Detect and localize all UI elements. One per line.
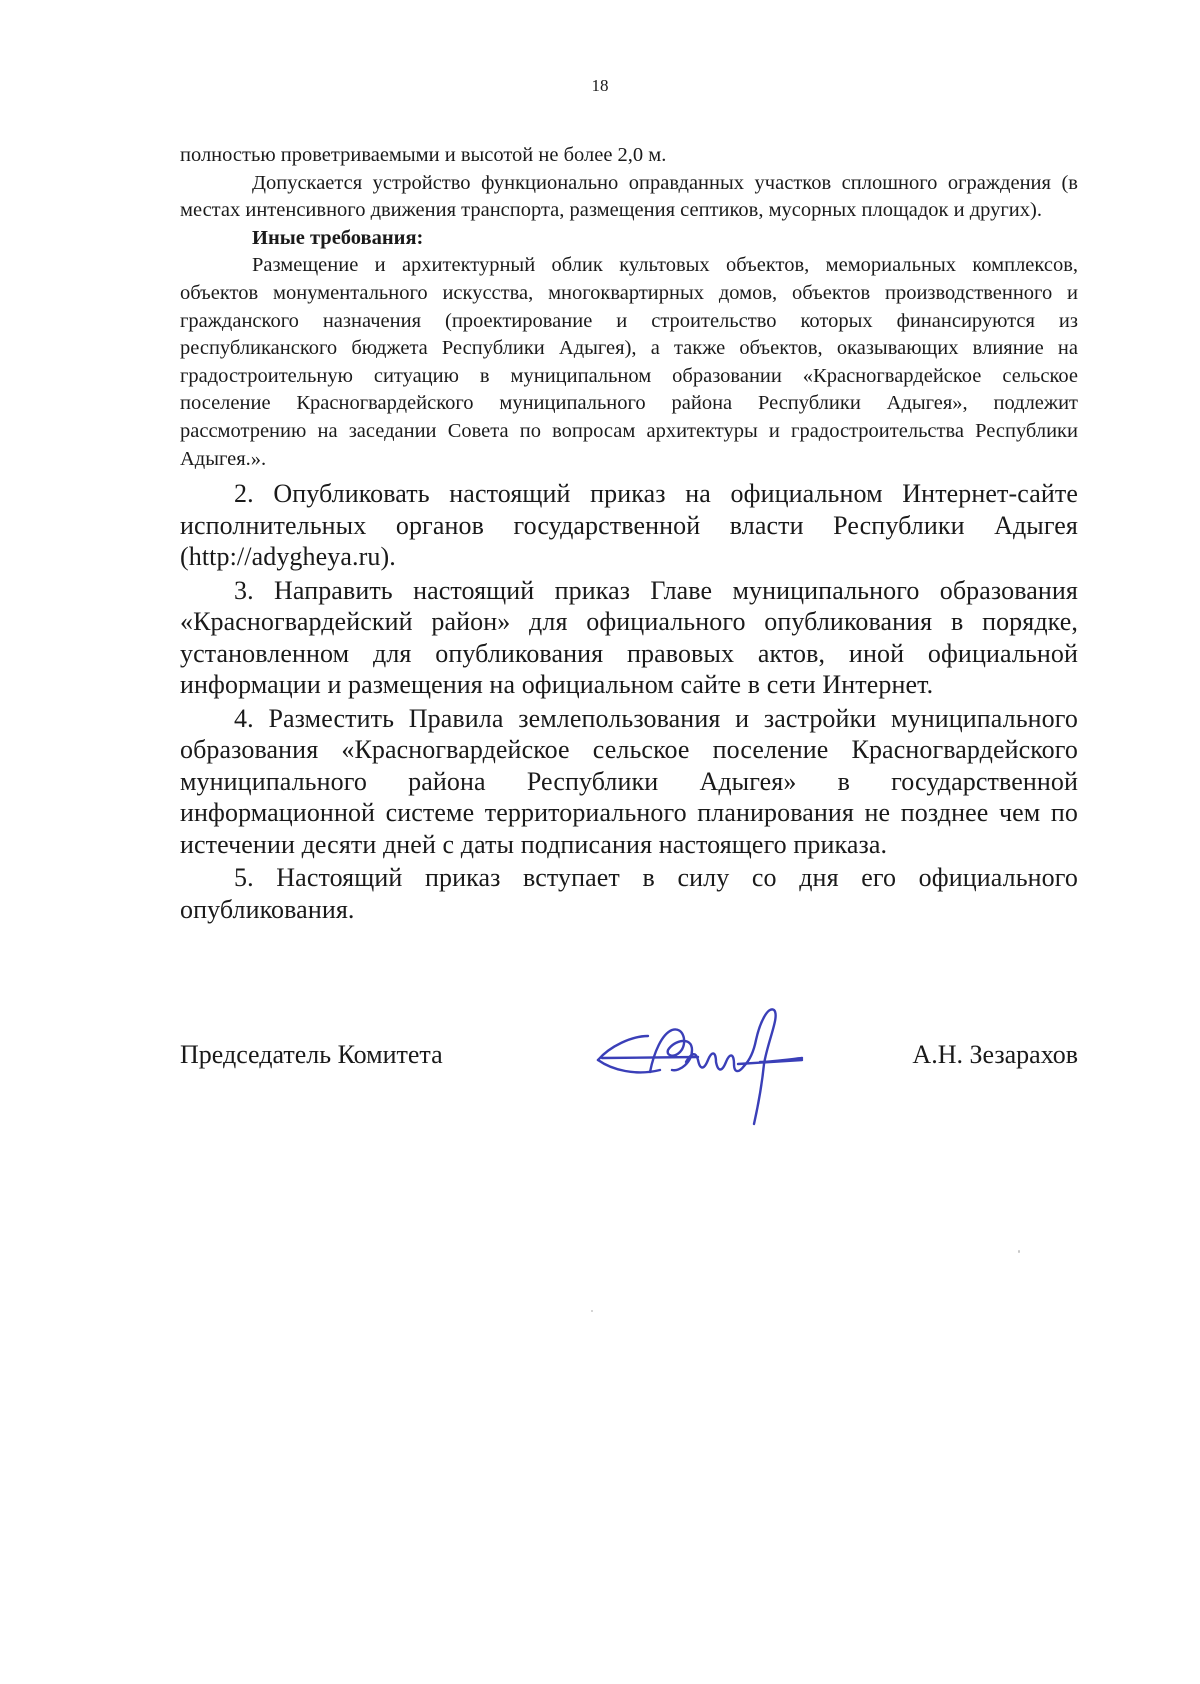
scan-speck: [591, 1310, 593, 1312]
page-number: 18: [591, 76, 609, 95]
paragraph-solid-fencing: Допускается устройство функционально оправданных участков сплошного ограждения (в местах интенсивного движения транспорта, размещения септиков, мусорных площадок и других).: [180, 171, 1078, 222]
signatory-title: Председатель Комитета: [180, 1040, 443, 1069]
handwritten-signature: [588, 1000, 818, 1130]
other-requirements-heading: Иные требования:: [252, 226, 424, 249]
numbered-item-4: 4. Разместить Правила землепользования и застройки муниципального образования «Красногвардейское сельское поселение Красногвардейского муниципального района Республики Адыгея» в государственной информационной системе территориального планирования не позднее чем по истечении десяти дней с даты подписания настоящего приказа.: [180, 703, 1078, 859]
numbered-item-5: 5. Настоящий приказ вступает в силу со дня его официального опубликования.: [180, 863, 1078, 924]
numbered-item-2: 2. Опубликовать настоящий приказ на официальном Интернет-сайте исполнительных органов государственной власти Республики Адыгея (http://adygheya.ru).: [180, 479, 1078, 572]
document-body: [180, 142, 1078, 925]
signatory-name: А.Н. Зезарахов: [912, 1040, 1078, 1069]
other-requirements-paragraph: Размещение и архитектурный облик культовых объектов, мемориальных комплексов, объектов монументального искусства, многоквартирных домов, объектов производственного и гражданского назначения (проектирование и строительство которых финансируются из республиканского бюджета Республики Адыгея), а также объектов, оказывающих влияние на градостроительную ситуацию в муниципальном образовании «Красногвардейское сельское поселение Красногвардейского муниципального района Республики Адыгея», подлежит рассмотрению на заседании Совета по вопросам архитектуры и градостроительства Республики Адыгея.».: [180, 254, 1078, 470]
numbered-item-3: 3. Направить настоящий приказ Главе муниципального образования «Красногвардейский район» для официального опубликования в порядке, установленном для опубликования правовых актов, иной официальной информации и размещения на официальном сайте в сети Интернет.: [180, 575, 1078, 700]
scan-speck: [1018, 1250, 1020, 1253]
paragraph-continuation: полностью проветриваемыми и высотой не более 2,0 м.: [180, 144, 667, 166]
